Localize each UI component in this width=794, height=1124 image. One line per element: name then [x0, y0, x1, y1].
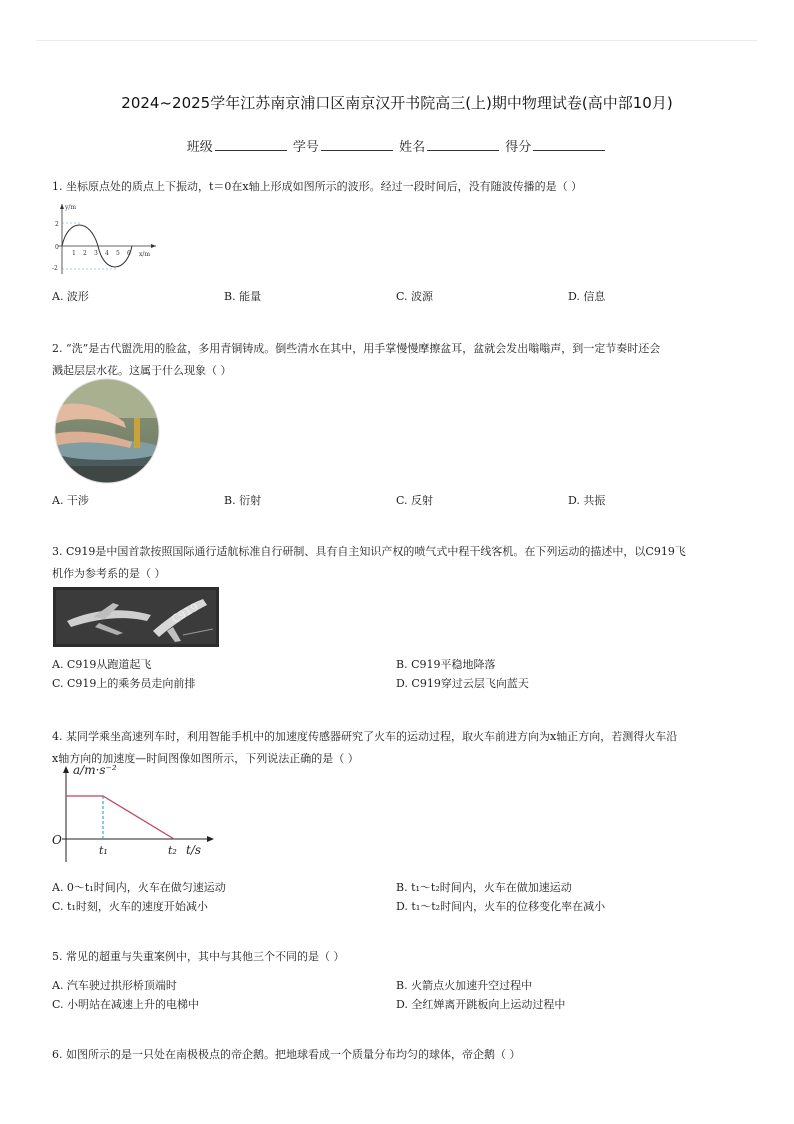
q3-option-a[interactable]: A. C919从跑道起飞 [52, 658, 152, 671]
score-blank[interactable] [533, 138, 605, 151]
q5-option-a[interactable]: A. 汽车驶过拱形桥顶端时 [52, 979, 177, 992]
wave-x-tick: 5 [116, 250, 120, 257]
wave-x-tick: 3 [94, 250, 98, 257]
q2-stem-line2: 溅起层层水花。这属于什么现象（ ） [52, 364, 232, 377]
q1-option-c[interactable]: C. 波源 [396, 290, 434, 303]
q4-option-c[interactable]: C. t₁时刻，火车的速度开始减小 [52, 900, 208, 913]
header-rule [36, 40, 758, 41]
wave-x-tick: 2 [83, 250, 87, 257]
acceleration-time-graph [48, 762, 218, 866]
wave-y-arrow [60, 204, 64, 209]
q4-option-b[interactable]: B. t₁～t₂时间内，火车在做加速运动 [396, 881, 572, 894]
q4-option-d[interactable]: D. t₁～t₂时间内，火车的位移变化率在减小 [396, 900, 606, 913]
wave-y-tick-0: 0 [55, 244, 59, 251]
question-6-stem: 6. 如图所示的是一只处在南极极点的帝企鹅。把地球看成一个质量分布均匀的球体，帝企鹅（ ） [52, 1048, 521, 1061]
at-y-label: a/m·s⁻² [73, 763, 117, 777]
q1-option-d[interactable]: D. 信息 [568, 290, 606, 303]
question-5-stem: 5. 常见的超重与失重案例中，其中与其他三个不同的是（ ） [52, 950, 345, 963]
at-x-label: t/s [186, 843, 202, 857]
wave-y-tick-neg2: -2 [52, 265, 58, 272]
q1-option-b[interactable]: B. 能量 [224, 290, 262, 303]
q3-stem-line1: 3. C919是中国首款按照国际通行适航标准自行研制、具有自主知识产权的喷气式中程干线客机。在下列运动的描述中，以C919飞 [52, 545, 686, 558]
q4-stem-line1: 4. 某同学乘坐高速列车时，利用智能手机中的加速度传感器研究了火车的运动过程，取火车前进方向为x轴正方向，若测得火车沿 [52, 730, 678, 743]
q5-option-c[interactable]: C. 小明站在减速上升的电梯中 [52, 998, 200, 1011]
wave-y-tick-2: 2 [55, 221, 59, 228]
wave-x-tick: 6 [127, 250, 131, 257]
q4-stem-line2: x轴方向的加速度—时间图像如图所示，下列说法正确的是（ ） [52, 752, 359, 765]
q3-option-c[interactable]: C. C919上的乘务员走向前排 [52, 677, 196, 690]
wave-x-tick: 4 [105, 250, 109, 257]
wave-y-label: y/m [65, 204, 77, 211]
question-2-stem [52, 338, 742, 382]
c919-stamp-image [53, 587, 219, 647]
number-label: 学号 [292, 140, 319, 155]
wave-x-label: x/m [139, 251, 151, 258]
c919-image-label: C919 [169, 600, 201, 627]
at-graph-line [66, 796, 174, 839]
at-origin-label: O [52, 833, 62, 847]
at-t2-label: t₂ [168, 844, 177, 857]
q2-option-c[interactable]: C. 反射 [396, 494, 434, 507]
wave-x-arrow [151, 244, 156, 248]
q5-option-b[interactable]: B. 火箭点火加速升空过程中 [396, 979, 533, 992]
at-y-arrow [63, 766, 69, 773]
number-blank[interactable] [321, 138, 393, 151]
q2-option-a[interactable]: A. 干涉 [52, 494, 89, 507]
at-x-arrow [207, 836, 214, 842]
wave-x-tick: 1 [72, 250, 76, 257]
question-1-stem: 1. 坐标原点处的质点上下振动，t＝0在x轴上形成如图所示的波形。经过一段时间后，没有随波传播的是（ ） [52, 180, 583, 193]
name-label: 姓名 [399, 140, 426, 155]
basin-photo [54, 378, 160, 484]
class-blank[interactable] [215, 138, 287, 151]
q4-option-a[interactable]: A. 0～t₁时间内，火车在做匀速运动 [52, 881, 226, 894]
q1-option-a[interactable]: A. 波形 [52, 290, 89, 303]
class-label: 班级 [186, 140, 213, 155]
student-info-line [0, 136, 794, 155]
exam-title: 2024~2025学年江苏南京浦口区南京汉开书院高三(上)期中物理试卷(高中部10月) [121, 94, 673, 112]
q3-option-d[interactable]: D. C919穿过云层飞向蓝天 [396, 677, 529, 690]
question-3-stem [52, 541, 742, 585]
q5-option-d[interactable]: D. 全红婵离开跳板向上运动过程中 [396, 998, 566, 1011]
wave-graph [52, 200, 162, 280]
score-label: 得分 [505, 140, 532, 155]
q2-stem-line1: 2. “洗”是古代盥洗用的脸盆，多用青铜铸成。倒些清水在其中，用手掌慢慢摩擦盆耳，盆就会发出嗡嗡声，到一定节奏时还会 [52, 342, 661, 355]
q2-option-b[interactable]: B. 衍射 [224, 494, 262, 507]
q3-stem-line2: 机作为参考系的是（ ） [52, 567, 166, 580]
at-t1-label: t₁ [99, 844, 108, 857]
name-blank[interactable] [427, 138, 499, 151]
q2-option-d[interactable]: D. 共振 [568, 494, 606, 507]
q3-option-b[interactable]: B. C919平稳地降落 [396, 658, 496, 671]
